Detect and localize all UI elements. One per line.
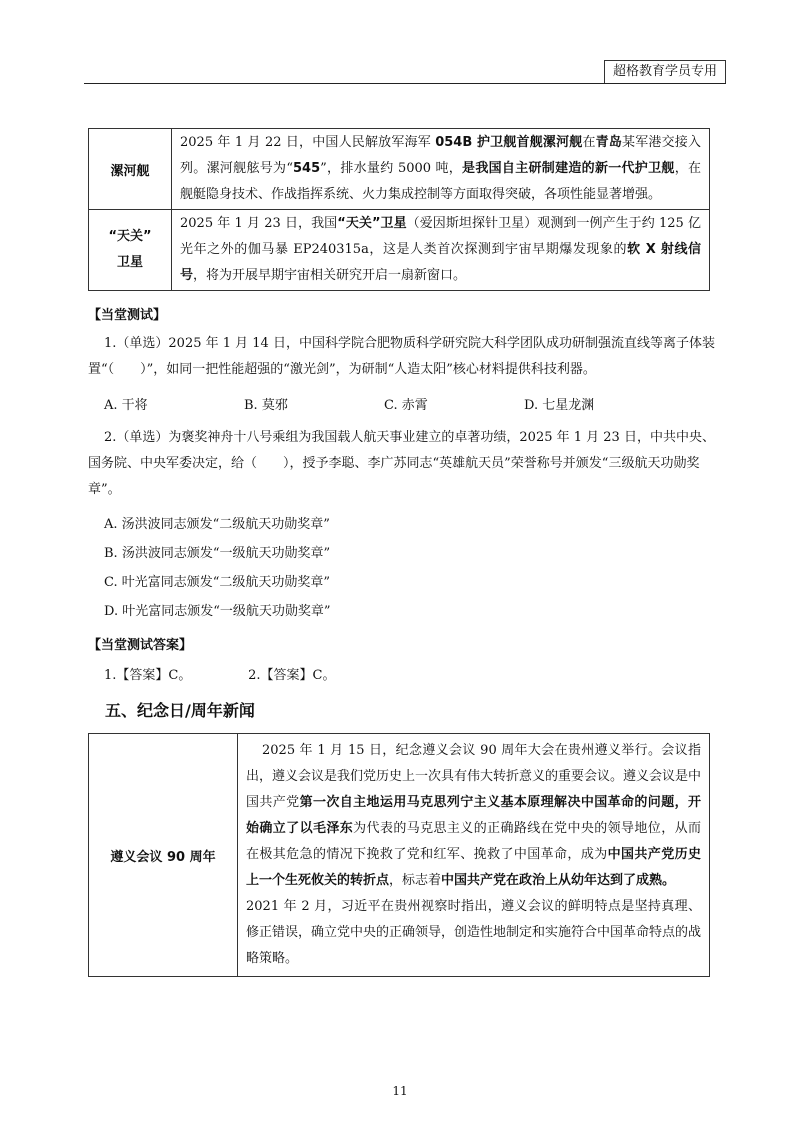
bold-text: 中国共产党在政治上从幼年达到了成熟。	[441, 873, 676, 888]
news-table-2	[88, 733, 710, 977]
text: （爱因斯坦探针卫星）观测到一例产生于约 125 亿光年之外的伽马暴 EP240315a，这是人类首次探测到宇宙早期爆发现象的	[180, 216, 702, 257]
bold-text: 054B 护卫舰首舰漯河舰	[435, 135, 583, 150]
zunyi-paragraph-1	[246, 738, 701, 894]
bold-text: 软 X 射线信号	[180, 242, 702, 283]
bold-text: “天关”卫星	[337, 216, 407, 231]
bold-text: 青岛	[595, 135, 623, 150]
table-row	[89, 129, 710, 210]
question-2: 2.（单选）为褒奖神舟十八号乘组为我国载人航天事业建立的卓著功绩，2025 年 1 月 23 日，中共中央、国务院、中央军委决定，给（ ），授予李聪、李广苏同志“英雄航天员”荣誉称号并颁发“三级航天功勋奖章”。	[88, 430, 715, 497]
text: 2025 年 1 月 15 日，纪念遵义会议 90 周年大会在贵州遵义举行。会议指出，遵义会议是我们党历史上一次具有伟大转折意义的重要会议。遵义会议是中国共产党	[246, 743, 702, 810]
text: ”，排水量约 5000 吨，	[320, 161, 463, 176]
row-label-luohe: 漯河舰	[89, 129, 172, 210]
question-2-option-b: B. 汤洪波同志颁发“一级航天功勋奖章”	[104, 546, 331, 561]
row-text-zunyi	[238, 734, 710, 977]
answer-1: 1.【答案】C。	[104, 668, 192, 683]
section-title: 五、纪念日/周年新闻	[105, 701, 255, 720]
zunyi-paragraph-2: 2021 年 2 月，习近平在贵州视察时指出，遵义会议的鲜明特点是坚持真理、修正错误，确立党中央的正确领导，创造性地制定和实施符合中国革命特点的战略策略。	[246, 899, 702, 966]
text: ，将为开展早期宇宙相关研究开启一扇新窗口。	[193, 268, 467, 283]
question-2-option-d: D. 叶光富同志颁发“一级航天功勋奖章”	[104, 604, 331, 619]
quiz-heading: 【当堂测试】	[88, 308, 167, 323]
label-line-1: “天关”	[108, 229, 152, 244]
bold-text: 中国共产党历史上一个生死攸关的转折点	[246, 847, 701, 888]
header-label: 超格教育学员专用	[604, 60, 726, 84]
text: ，标志着	[389, 873, 442, 888]
text: 2025 年 1 月 22 日，中国人民解放军海军	[180, 135, 436, 150]
option-b: B. 莫邪	[244, 398, 288, 413]
label-line-2: 卫星	[116, 255, 143, 270]
news-table-1	[88, 128, 710, 291]
table-row	[89, 734, 710, 977]
bold-text: 第一次自主地运用马克思列宁主义基本原理解决中国革命的问题，开始确立了以毛泽东	[246, 795, 701, 836]
row-label-tianguan	[89, 210, 172, 291]
row-label-zunyi: 遵义会议 90 周年	[89, 734, 238, 977]
row-text-tianguan	[172, 210, 710, 291]
row-text-luohe	[172, 129, 710, 210]
option-c: C. 赤霄	[384, 398, 428, 413]
header-divider	[84, 83, 726, 84]
answers-heading: 【当堂测试答案】	[88, 638, 193, 653]
question-1-options	[104, 393, 734, 419]
question-2-option-c: C. 叶光富同志颁发“二级航天功勋奖章”	[104, 575, 331, 590]
text: 在	[582, 135, 596, 150]
text: 2025 年 1 月 23 日，我国	[180, 216, 338, 231]
bold-text: 是我国自主研制建造的新一代护卫舰	[462, 161, 675, 176]
text: 为代表的马克思主义的正确路线在党中央的领导地位，从而在极其危急的情况下挽救了党和红军、挽救了中国革命，成为	[246, 821, 701, 862]
table-row	[89, 210, 710, 291]
bold-text: 545	[292, 161, 321, 176]
text: ，在舰艇隐身技术、作战指挥系统、火力集成控制等方面取得突破，各项性能显著增强。	[180, 161, 701, 202]
question-1: 1.（单选）2025 年 1 月 14 日，中国科学院合肥物质科学研究院大科学团队成功研制强流直线等离子体装置“（ ）”，如同一把性能超强的“激光剑”，为研制“人造太阳”核心材料提供科技利器。	[88, 336, 715, 377]
page-number: 11	[392, 1084, 408, 1098]
text: 某军港交接入列。漯河舰舷号为“	[180, 135, 701, 176]
option-a: A. 干将	[104, 398, 148, 413]
answers-row	[104, 663, 734, 689]
question-2-option-a: A. 汤洪波同志颁发“二级航天功勋奖章”	[104, 517, 330, 532]
option-d: D. 七星龙渊	[524, 398, 595, 413]
answer-2: 2.【答案】C。	[248, 668, 336, 683]
